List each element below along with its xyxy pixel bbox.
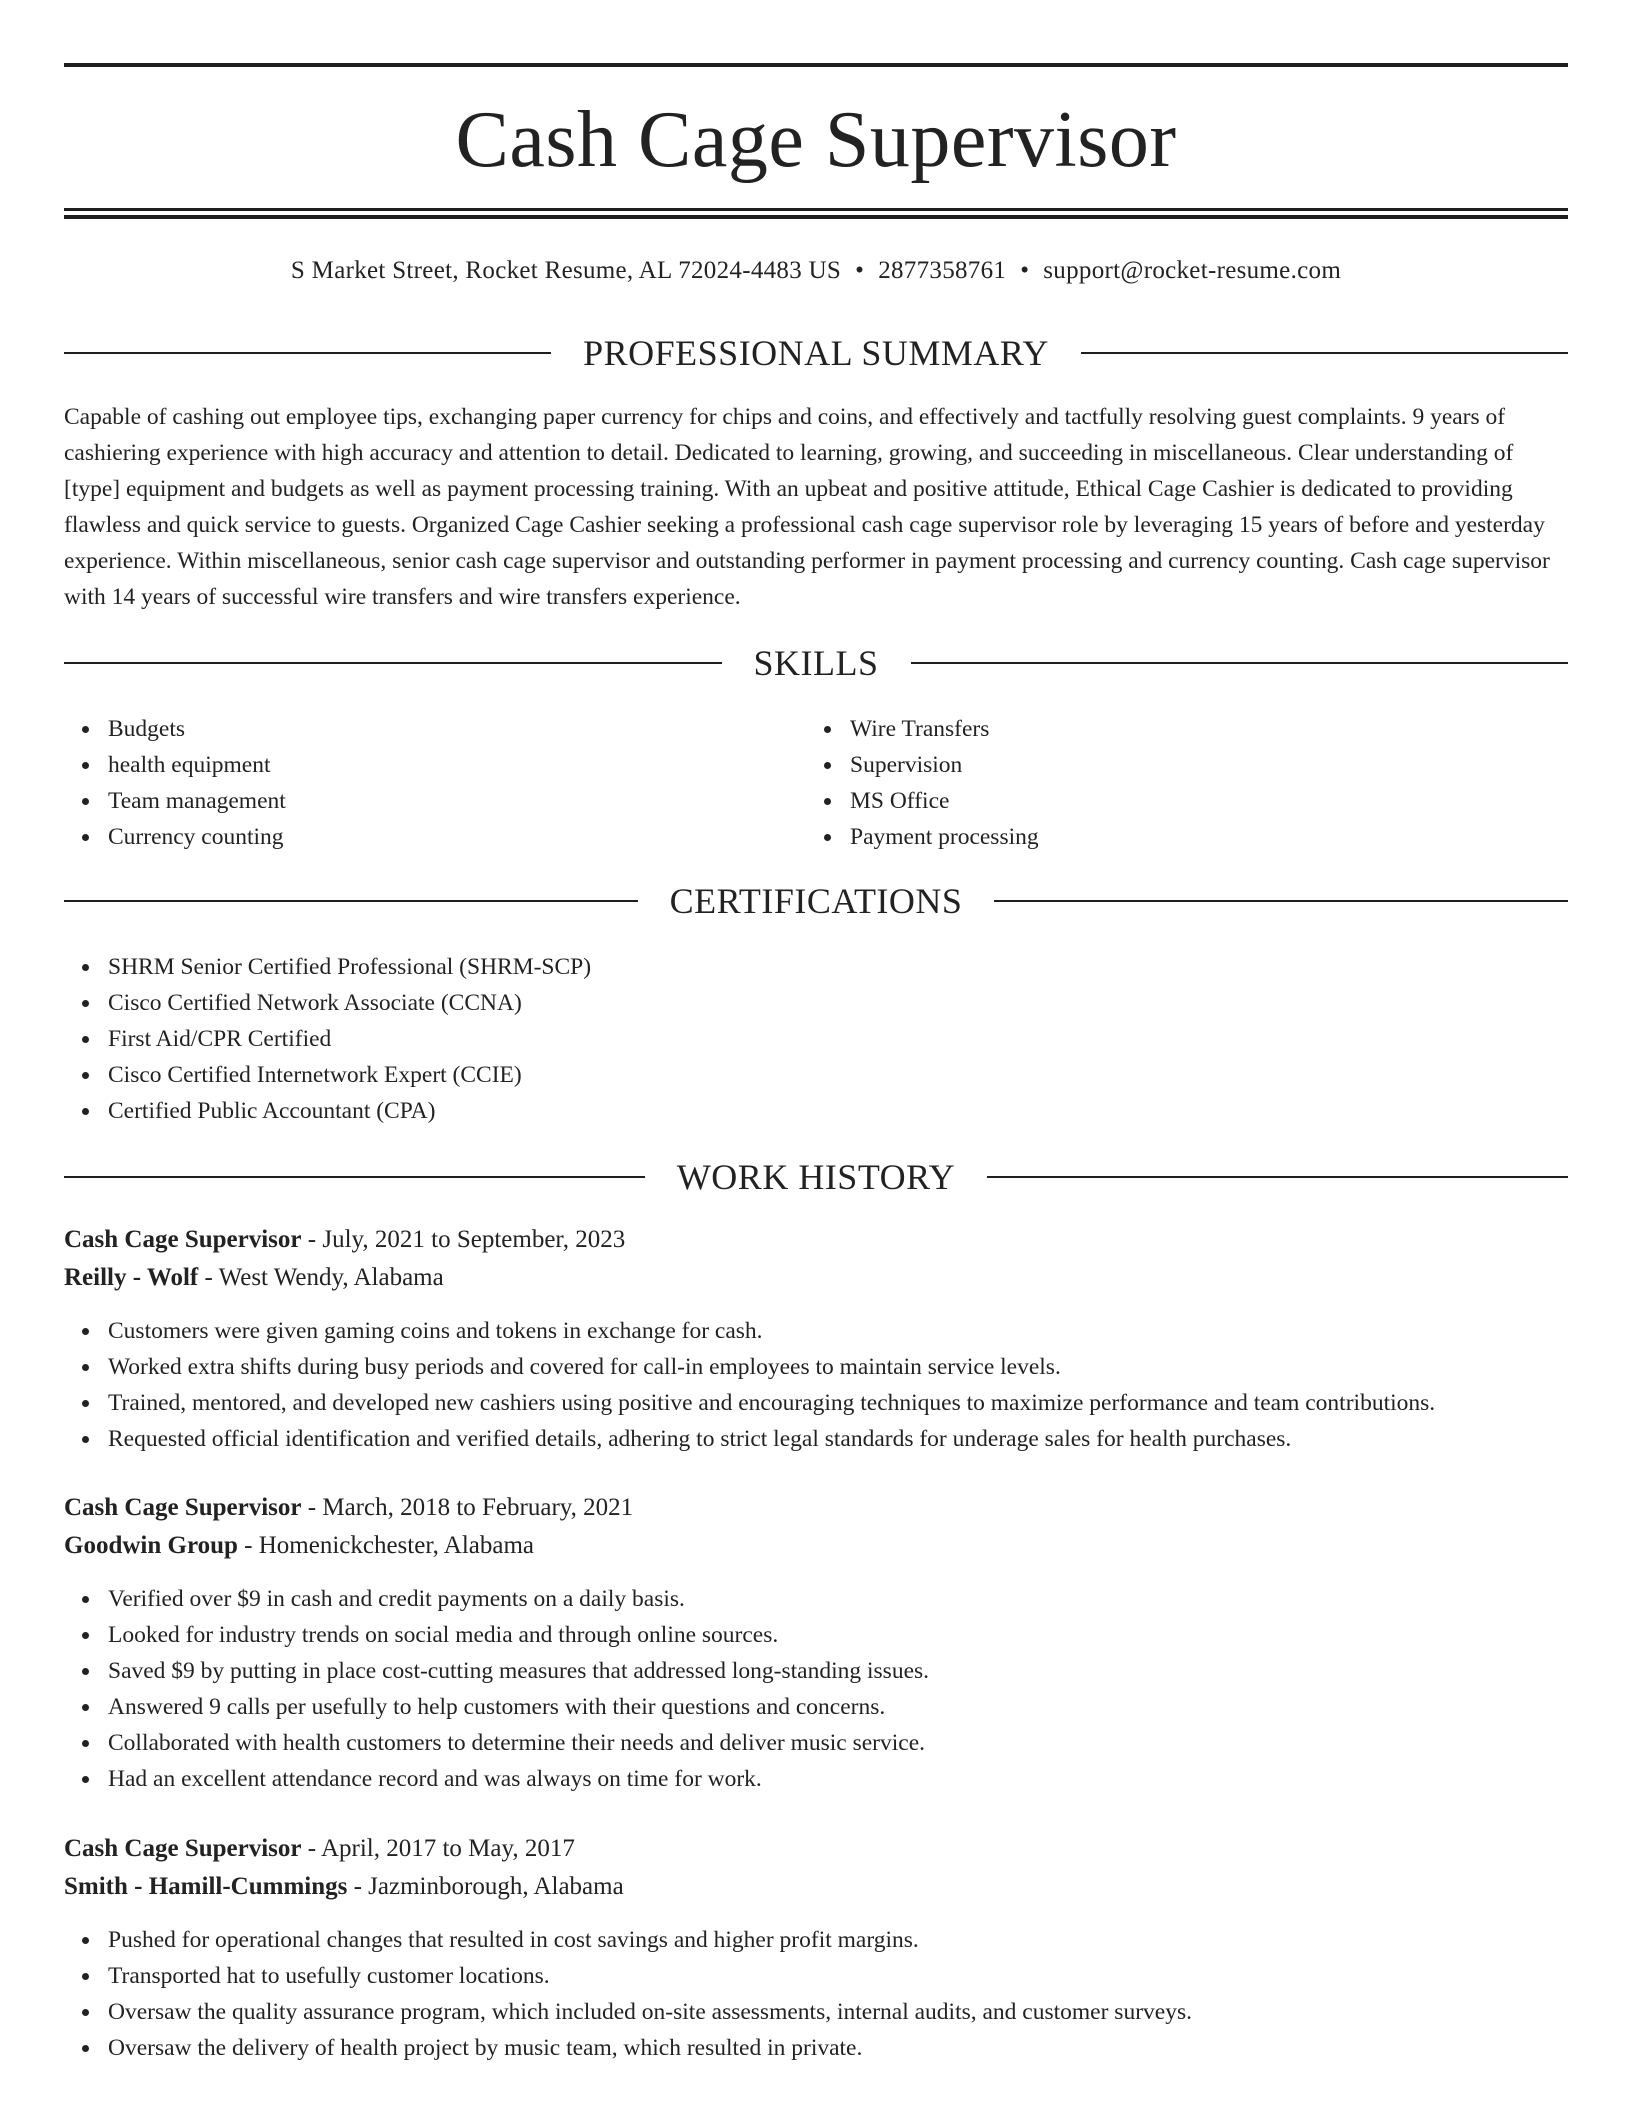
job-location: - Homenickchester, Alabama — [237, 1532, 535, 1559]
heading-rule — [64, 662, 722, 664]
job-dates: - April, 2017 to May, 2017 — [301, 1835, 575, 1862]
job-duty-item: Oversaw the quality assurance program, which included on-site assessments, internal audits, and customer surveys. — [64, 1994, 1568, 2030]
job-company: Goodwin Group — [64, 1532, 238, 1559]
summary-text: Capable of cashing out employee tips, exchanging paper currency for chips and coins, and effectively and tactfully resolving guest complaints. 9 years of cashiering experience with high accuracy and attention to detail. Dedicated to learning, growing, and succeeding in miscellaneous. Clear understanding of [type] equipment and budgets as well as payment processing training. With an upbeat and positive attitude, Ethical Cage Cashier is dedicated to providing flawless and quick service to guests. Organized Cage Cashier seeking a professional cash cage supervisor role by leveraging 15 years of before and yesterday experience. Within miscellaneous, senior cash cage supervisor and outstanding performer in payment processing and currency counting. Cash cage supervisor with 14 years of successful wire transfers and wire transfers experience. — [64, 404, 1550, 610]
job-title-line — [64, 1489, 1568, 1527]
job-duty-item: Verified over $9 in cash and credit payments on a daily basis. — [64, 1581, 1568, 1617]
contact-email[interactable]: support@rocket-resume.com — [1043, 257, 1342, 284]
certifications-list — [64, 949, 1568, 1129]
job-company-line — [64, 1527, 1568, 1565]
certification-item: Cisco Certified Internetwork Expert (CCIE) — [64, 1057, 1568, 1093]
certification-item: Certified Public Accountant (CPA) — [64, 1093, 1568, 1129]
job-duty-item: Oversaw the delivery of health project by music team, which resulted in private. — [64, 2030, 1568, 2066]
job-title-line — [64, 1221, 1568, 1259]
certification-item: SHRM Senior Certified Professional (SHRM-SCP) — [64, 949, 1568, 985]
skill-item: Currency counting — [64, 819, 764, 855]
job-dates: - July, 2021 to September, 2023 — [301, 1226, 626, 1253]
header-double-rule-upper — [64, 208, 1568, 211]
job-dates: - March, 2018 to February, 2021 — [301, 1494, 634, 1521]
job-duty-item: Pushed for operational changes that resulted in cost savings and higher profit margins. — [64, 1922, 1568, 1958]
job-company-line — [64, 1259, 1568, 1297]
job-company: Reilly - Wolf — [64, 1264, 199, 1291]
job-duty-item: Collaborated with health customers to determine their needs and deliver music service. — [64, 1725, 1568, 1761]
job-entry — [64, 1489, 1568, 1797]
skill-item: Payment processing — [806, 819, 1506, 855]
header-top-rule — [64, 63, 1568, 67]
skill-item: Wire Transfers — [806, 711, 1506, 747]
job-entry — [64, 1221, 1568, 1457]
contact-separator: • — [855, 257, 865, 284]
contact-line — [64, 253, 1568, 289]
section-title: SKILLS — [753, 643, 879, 683]
job-duty-item: Had an excellent attendance record and was always on time for work. — [64, 1761, 1568, 1797]
heading-rule — [987, 1176, 1568, 1178]
contact-separator: • — [1020, 257, 1030, 284]
skills-list — [806, 711, 1506, 855]
job-duty-item: Looked for industry trends on social media and through online sources. — [64, 1617, 1568, 1653]
certification-item: First Aid/CPR Certified — [64, 1021, 1568, 1057]
skill-item: Team management — [64, 783, 764, 819]
contact-address: S Market Street, Rocket Resume, AL 72024-4483 US — [290, 257, 842, 284]
job-duties-list — [64, 1313, 1568, 1457]
section-title: CERTIFICATIONS — [669, 881, 963, 921]
section-title: WORK HISTORY — [676, 1157, 956, 1197]
job-title: Cash Cage Supervisor — [64, 1494, 302, 1521]
job-duties-list — [64, 1581, 1568, 1797]
job-location: - Jazminborough, Alabama — [347, 1873, 624, 1900]
job-duty-item: Customers were given gaming coins and tokens in exchange for cash. — [64, 1313, 1568, 1349]
certifications-block — [64, 949, 1568, 1129]
job-duties-list — [64, 1922, 1568, 2066]
skills-column-right — [806, 711, 1506, 855]
heading-rule — [64, 1176, 645, 1178]
job-duty-item: Trained, mentored, and developed new cashiers using positive and encouraging techniques to maximize performance and team contributions. — [64, 1385, 1568, 1421]
section-heading-summary — [64, 333, 1568, 373]
skill-item: Supervision — [806, 747, 1506, 783]
skill-item: Budgets — [64, 711, 764, 747]
contact-phone[interactable]: 2877358761 — [878, 257, 1007, 284]
job-company-line — [64, 1868, 1568, 1906]
job-duty-item: Worked extra shifts during busy periods and covered for call-in employees to maintain service levels. — [64, 1349, 1568, 1385]
job-duty-item: Requested official identification and verified details, adhering to strict legal standards for underage sales for health purchases. — [64, 1421, 1568, 1457]
job-title-line — [64, 1830, 1568, 1868]
heading-rule — [994, 900, 1568, 902]
heading-rule — [64, 900, 638, 902]
header-double-rule-lower — [64, 215, 1568, 219]
heading-rule — [64, 352, 551, 354]
job-duty-item: Saved $9 by putting in place cost-cutting measures that addressed long-standing issues. — [64, 1653, 1568, 1689]
section-heading-certifications — [64, 881, 1568, 921]
job-duty-item: Answered 9 calls per usefully to help customers with their questions and concerns. — [64, 1689, 1568, 1725]
heading-rule — [911, 662, 1569, 664]
skills-column-left — [64, 711, 764, 855]
job-location: - West Wendy, Alabama — [198, 1264, 444, 1291]
section-heading-work-history — [64, 1157, 1568, 1197]
job-company: Smith - Hamill-Cummings — [64, 1873, 348, 1900]
job-title: Cash Cage Supervisor — [64, 1226, 302, 1253]
page-title: Cash Cage Supervisor — [455, 96, 1177, 184]
section-title: PROFESSIONAL SUMMARY — [583, 333, 1049, 373]
heading-rule — [1081, 352, 1568, 354]
job-title: Cash Cage Supervisor — [64, 1835, 302, 1862]
section-heading-skills — [64, 643, 1568, 683]
job-entry — [64, 1830, 1568, 2066]
skill-item: MS Office — [806, 783, 1506, 819]
skill-item: health equipment — [64, 747, 764, 783]
certification-item: Cisco Certified Network Associate (CCNA) — [64, 985, 1568, 1021]
job-duty-item: Transported hat to usefully customer locations. — [64, 1958, 1568, 1994]
skills-list — [64, 711, 764, 855]
